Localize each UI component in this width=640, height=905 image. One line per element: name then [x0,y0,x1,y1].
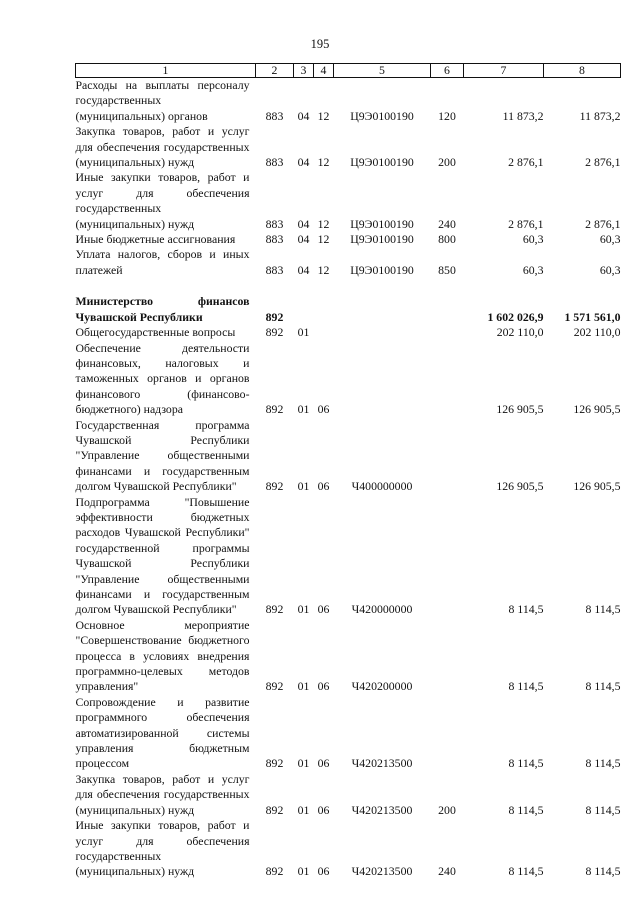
expense-type: 800 [438,232,456,247]
section-code: 01 [297,756,310,771]
row-name: Иные закупки товаров, работ и услуг для обеспечения государственных (муниципальных) нужд [75,818,250,879]
column-header: 5 [334,64,431,78]
expense-type [431,418,464,495]
admin-code: 892 [265,802,284,817]
column-header: 1 [76,64,256,78]
subsection-code: 12 [317,262,330,277]
expense-type [431,341,464,418]
table-row [76,341,621,418]
column-header: 2 [256,64,294,78]
amount-year-2: 8 114,5 [585,756,621,771]
section-code: 01 [297,479,310,494]
target-article: Ц9Э0100190 [350,232,414,247]
amount-year-1: 8 114,5 [508,864,544,879]
row-name: Расходы на выплаты персоналу государственных (муниципальных) органов [75,78,250,123]
table-row [76,495,621,618]
amount-year-2: 2 876,1 [585,155,621,170]
amount-year-2: 126 905,5 [573,479,621,494]
target-article: Ц9Э0100190 [350,155,414,170]
amount-year-1: 2 876,1 [508,155,544,170]
amount-year-2: 60,3 [599,262,621,277]
amount-year-1: 11 873,2 [502,108,544,123]
budget-table [75,63,621,880]
target-article: Ч420213500 [351,864,413,879]
subsection-code [314,294,334,325]
amount-year-2: 8 114,5 [585,679,621,694]
table-row [76,78,621,125]
target-article: Ц9Э0100190 [350,262,414,277]
subsection-code: 12 [317,232,330,247]
table-header [76,64,621,78]
amount-year-2: 60,3 [599,232,621,247]
table-row [76,618,621,695]
amount-year-2: 11 873,2 [579,108,621,123]
admin-code: 883 [265,262,284,277]
subsection-code: 12 [317,108,330,123]
row-name: Сопровождение и развитие программного обеспечения автоматизированной системы управления бюджетным процессом [75,694,250,771]
admin-code: 883 [265,216,284,231]
column-header: 7 [464,64,544,78]
target-article: Ч420213500 [351,756,413,771]
expense-type: 200 [438,802,456,817]
table-row [76,247,621,278]
amount-year-2: 8 114,5 [585,864,621,879]
target-article [334,325,431,340]
table-row [76,818,621,880]
admin-code: 883 [265,108,284,123]
section-code: 04 [297,155,310,170]
row-name: Общегосударственные вопросы [75,325,236,340]
amount-year-1: 2 876,1 [508,216,544,231]
amount-year-1: 202 110,0 [496,325,544,340]
row-name: Уплата налогов, сборов и иных платежей [75,247,250,277]
row-name: Министерство финансов Чувашской Республики [75,294,250,324]
subsection-code: 06 [317,479,330,494]
subsection-code: 06 [317,802,330,817]
table-body [76,78,621,880]
section-code: 01 [297,325,310,340]
target-article [334,294,431,325]
section-code: 04 [297,262,310,277]
expense-type [431,294,464,325]
admin-code: 892 [265,479,284,494]
column-header: 8 [544,64,621,78]
admin-code: 892 [265,864,284,879]
amount-year-1: 8 114,5 [508,602,544,617]
target-article: Ч400000000 [351,479,413,494]
table-row [76,294,621,325]
expense-type [431,325,464,340]
amount-year-1: 1 602 026,9 [487,309,544,324]
expense-type: 240 [438,864,456,879]
amount-year-2: 2 876,1 [585,216,621,231]
subsection-code: 06 [317,602,330,617]
section-code: 01 [297,802,310,817]
target-article: Ц9Э0100190 [350,216,414,231]
row-name: Подпрограмма "Повышение эффективности бюджетных расходов Чувашской Республики" государственной программы Чувашской Республики "Управление общественными финансами и государственным долгом Чувашской Республики" [75,494,250,617]
amount-year-1: 8 114,5 [508,802,544,817]
amount-year-2: 202 110,0 [573,325,621,340]
expense-type [431,695,464,772]
table-row [76,772,621,818]
table-row [76,124,621,170]
subsection-code: 06 [317,402,330,417]
target-article [334,341,431,418]
subsection-code: 06 [317,679,330,694]
section-code: 01 [297,602,310,617]
expense-type: 120 [438,108,456,123]
amount-year-1: 8 114,5 [508,756,544,771]
admin-code: 883 [265,232,284,247]
expense-type: 200 [438,155,456,170]
row-name: Основное мероприятие "Совершенствование бюджетного процесса в условиях внедрения программно-целевых методов управления" [75,617,250,694]
amount-year-1: 126 905,5 [496,479,544,494]
subsection-code: 06 [317,756,330,771]
admin-code: 892 [265,325,284,340]
target-article: Ч420000000 [351,602,413,617]
admin-code: 883 [265,155,284,170]
section-code: 01 [297,679,310,694]
amount-year-1: 60,3 [522,232,544,247]
amount-year-2: 8 114,5 [585,602,621,617]
amount-year-2: 126 905,5 [573,402,621,417]
column-header: 3 [294,64,314,78]
subsection-code [314,325,334,340]
subsection-code: 12 [317,216,330,231]
table-row [76,232,621,247]
table-row [76,325,621,340]
amount-year-1: 126 905,5 [496,402,544,417]
section-code: 04 [297,108,310,123]
subsection-code: 12 [317,155,330,170]
admin-code: 892 [265,309,284,324]
row-name: Обеспечение деятельности финансовых, налоговых и таможенных органов и органов финансового (финансово-бюджетного) надзора [75,340,250,417]
target-article: Ч420213500 [351,802,413,817]
row-name: Государственная программа Чувашской Республики "Управление общественными финансами и государственным долгом Чувашской Республики" [75,417,250,494]
section-code: 04 [297,232,310,247]
amount-year-1: 8 114,5 [508,679,544,694]
spacer-row [76,278,621,294]
expense-type: 240 [438,216,456,231]
admin-code: 892 [265,756,284,771]
subsection-code: 06 [317,864,330,879]
target-article: Ч420200000 [351,679,413,694]
amount-year-1: 60,3 [522,262,544,277]
page-number: 195 [310,37,330,51]
table-row [76,695,621,772]
expense-type: 850 [438,262,456,277]
expense-type [431,495,464,618]
row-name: Закупка товаров, работ и услуг для обеспечения государственных (муниципальных) нужд [75,771,250,817]
section-code [294,294,314,325]
section-code: 01 [297,402,310,417]
target-article: Ц9Э0100190 [350,108,414,123]
column-header: 6 [431,64,464,78]
column-header: 4 [314,64,334,78]
row-name: Закупка товаров, работ и услуг для обеспечения государственных (муниципальных) нужд [75,124,250,170]
amount-year-2: 1 571 561,0 [564,309,621,324]
amount-year-2: 8 114,5 [585,802,621,817]
table-row [76,170,621,232]
admin-code: 892 [265,602,284,617]
header-row [76,64,621,78]
table-row [76,418,621,495]
admin-code: 892 [265,402,284,417]
section-code: 01 [297,864,310,879]
expense-type [431,618,464,695]
row-name: Иные бюджетные ассигнования [75,232,236,247]
row-name: Иные закупки товаров, работ и услуг для обеспечения государственных (муниципальных) нужд [75,170,250,231]
section-code: 04 [297,216,310,231]
admin-code: 892 [265,679,284,694]
